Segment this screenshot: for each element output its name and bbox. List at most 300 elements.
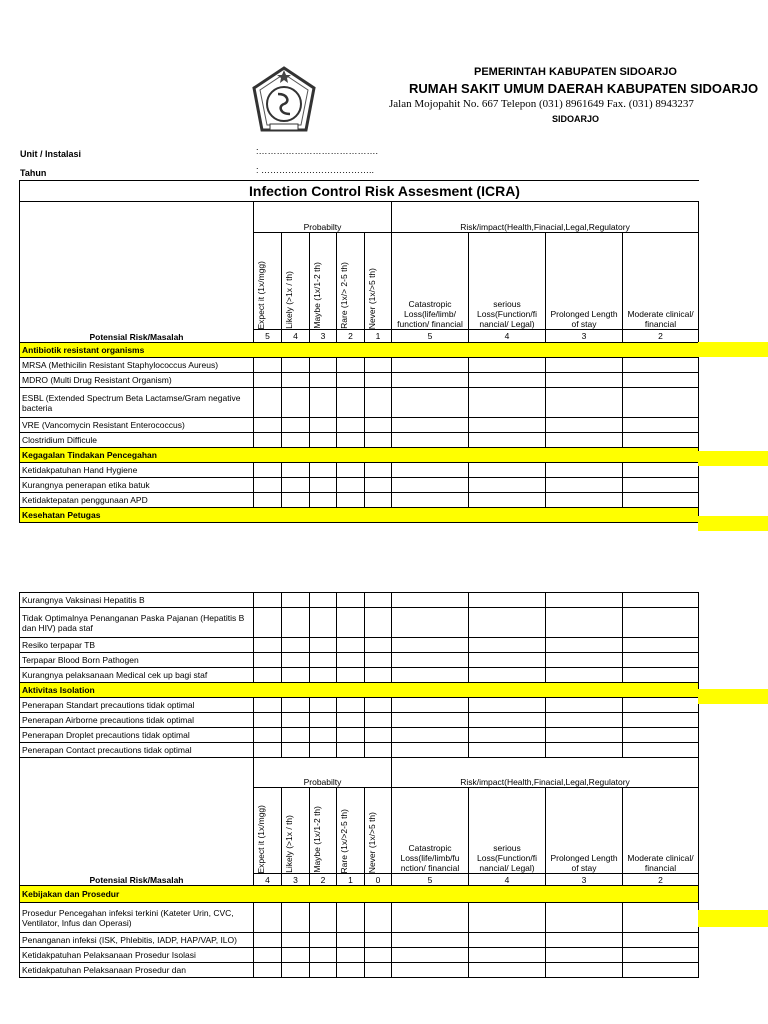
score-cell[interactable]: [392, 608, 469, 638]
score-cell[interactable]: [310, 698, 337, 713]
score-cell[interactable]: [469, 463, 546, 478]
score-cell[interactable]: [254, 478, 282, 493]
score-cell[interactable]: [392, 698, 469, 713]
score-cell[interactable]: [337, 593, 365, 608]
score-cell[interactable]: [282, 358, 310, 373]
score-cell[interactable]: [392, 433, 469, 448]
score-cell[interactable]: [365, 358, 392, 373]
prob-col-3-label: Maybe (1x/1-2 th): [312, 262, 322, 329]
icra-table-1: [19, 201, 699, 523]
score-cell[interactable]: [546, 638, 623, 653]
score-cell[interactable]: [254, 713, 282, 728]
risk-row-label: ESBL (Extended Spectrum Beta Lactamse/Gram negative bacteria: [20, 388, 254, 418]
score-cell[interactable]: [365, 743, 392, 758]
score-cell[interactable]: [392, 388, 469, 418]
risk-row: [20, 463, 699, 478]
score-cell[interactable]: [623, 463, 699, 478]
risk-row: [20, 418, 699, 433]
icra-table-2: [19, 592, 699, 978]
score-cell[interactable]: [469, 493, 546, 508]
title-box: [19, 180, 699, 202]
score-cell[interactable]: [623, 493, 699, 508]
score-cell[interactable]: [365, 388, 392, 418]
score-cell[interactable]: [469, 358, 546, 373]
prob-col-2: [282, 788, 310, 874]
section-title: Kebijakan dan Prosedur: [20, 886, 699, 903]
score-cell[interactable]: [310, 608, 337, 638]
section-header-row: [20, 886, 699, 903]
score-cell[interactable]: [469, 388, 546, 418]
score-cell[interactable]: [254, 728, 282, 743]
risk-row-label: Ketidaktepatan penggunaan APD: [20, 493, 254, 508]
risk-row: [20, 638, 699, 653]
risk-row: [20, 388, 699, 418]
risk-score: 2: [623, 330, 699, 343]
score-cell[interactable]: [623, 593, 699, 608]
risk-score: 2: [623, 874, 699, 886]
score-cell[interactable]: [623, 433, 699, 448]
risk-row: [20, 373, 699, 388]
prob-score: 1: [337, 874, 365, 886]
score-cell[interactable]: [392, 728, 469, 743]
risk-score: 3: [546, 330, 623, 343]
score-cell[interactable]: [546, 358, 623, 373]
score-cell[interactable]: [546, 463, 623, 478]
score-cell[interactable]: [254, 433, 282, 448]
score-cell[interactable]: [469, 668, 546, 683]
score-cell[interactable]: [282, 653, 310, 668]
score-cell[interactable]: [546, 593, 623, 608]
score-cell[interactable]: [337, 463, 365, 478]
score-cell[interactable]: [254, 593, 282, 608]
prob-score: 5: [254, 330, 282, 343]
score-cell[interactable]: [310, 903, 337, 933]
score-cell[interactable]: [282, 933, 310, 948]
score-cell[interactable]: [282, 668, 310, 683]
score-cell[interactable]: [469, 933, 546, 948]
score-cell[interactable]: [282, 433, 310, 448]
score-cell[interactable]: [310, 653, 337, 668]
score-cell[interactable]: [254, 963, 282, 978]
score-cell[interactable]: [337, 903, 365, 933]
score-cell[interactable]: [469, 728, 546, 743]
prob-score: 2: [310, 874, 337, 886]
risk-row: [20, 653, 699, 668]
prob-col-1-label: Expect it (1x/mgg): [256, 804, 266, 873]
score-cell[interactable]: [254, 358, 282, 373]
score-cell[interactable]: [469, 373, 546, 388]
score-cell[interactable]: [546, 713, 623, 728]
risk-row: [20, 713, 699, 728]
score-cell[interactable]: [310, 433, 337, 448]
score-cell[interactable]: [310, 743, 337, 758]
highlight-extension: [698, 516, 768, 531]
score-cell[interactable]: [392, 903, 469, 933]
score-cell[interactable]: [337, 668, 365, 683]
risk-row: [20, 493, 699, 508]
score-cell[interactable]: [365, 608, 392, 638]
score-cell[interactable]: [623, 743, 699, 758]
government-name: PEMERINTAH KABUPATEN SIDOARJO: [474, 66, 677, 78]
score-cell[interactable]: [282, 608, 310, 638]
score-cell[interactable]: [254, 668, 282, 683]
score-cell[interactable]: [392, 638, 469, 653]
score-cell[interactable]: [365, 593, 392, 608]
score-cell[interactable]: [282, 713, 310, 728]
risk-row-label: Terpapar Blood Born Pathogen: [20, 653, 254, 668]
probability-header: Probabilty: [254, 758, 392, 788]
hospital-city: SIDOARJO: [552, 114, 600, 124]
score-cell[interactable]: [282, 903, 310, 933]
score-cell[interactable]: [254, 388, 282, 418]
risk-row-label: Prosedur Pencegahan infeksi terkini (Kateter Urin, CVC, Ventilator, Infus dan Operasi): [20, 903, 254, 933]
score-cell[interactable]: [365, 903, 392, 933]
score-cell[interactable]: [546, 418, 623, 433]
score-cell[interactable]: [365, 478, 392, 493]
tahun-field[interactable]: : ………………………………..: [256, 165, 375, 175]
risk-row: [20, 358, 699, 373]
score-cell[interactable]: [623, 963, 699, 978]
score-cell[interactable]: [469, 593, 546, 608]
score-cell[interactable]: [392, 948, 469, 963]
score-cell[interactable]: [282, 388, 310, 418]
score-cell[interactable]: [337, 698, 365, 713]
score-cell[interactable]: [310, 668, 337, 683]
score-cell[interactable]: [337, 728, 365, 743]
potensial-label: Potensial Risk/Masalah: [89, 332, 184, 342]
score-cell[interactable]: [254, 903, 282, 933]
score-cell[interactable]: [365, 713, 392, 728]
risk-score: 3: [546, 874, 623, 886]
risk-row: [20, 903, 699, 933]
risk-col-4: Moderate clinical/ financial: [623, 233, 699, 330]
risk-row-label: Ketidakpatuhan Hand Hygiene: [20, 463, 254, 478]
risk-col-1: Catastropic Loss(life/limb/fu nction/ financial: [392, 788, 469, 874]
score-cell[interactable]: [392, 668, 469, 683]
score-cell[interactable]: [469, 903, 546, 933]
score-cell[interactable]: [623, 948, 699, 963]
score-cell[interactable]: [282, 743, 310, 758]
score-cell[interactable]: [546, 373, 623, 388]
score-cell[interactable]: [337, 653, 365, 668]
score-cell[interactable]: [310, 478, 337, 493]
prob-col-5: [365, 788, 392, 874]
score-cell[interactable]: [310, 358, 337, 373]
risk-score: 4: [469, 874, 546, 886]
score-cell[interactable]: [392, 478, 469, 493]
score-cell[interactable]: [337, 418, 365, 433]
prob-col-3-label: Maybe (1x/1-2 th): [312, 806, 322, 873]
score-cell[interactable]: [623, 638, 699, 653]
score-cell[interactable]: [310, 963, 337, 978]
risk-row-label: Clostridium Difficule: [20, 433, 254, 448]
score-cell[interactable]: [282, 463, 310, 478]
risk-row-label: Penerapan Standart precautions tidak optimal: [20, 698, 254, 713]
score-cell[interactable]: [254, 638, 282, 653]
score-cell[interactable]: [310, 728, 337, 743]
score-cell[interactable]: [546, 653, 623, 668]
prob-col-4: [337, 233, 365, 330]
score-cell[interactable]: [546, 963, 623, 978]
risk-row: [20, 478, 699, 493]
section-header-row: [20, 683, 699, 698]
score-cell[interactable]: [254, 948, 282, 963]
score-cell[interactable]: [546, 698, 623, 713]
score-cell[interactable]: [469, 963, 546, 978]
score-cell[interactable]: [469, 743, 546, 758]
section-header-row: [20, 343, 699, 358]
prob-score: 3: [310, 330, 337, 343]
potensial-header: [20, 202, 254, 343]
score-cell[interactable]: [469, 608, 546, 638]
risk-row: [20, 933, 699, 948]
score-cell[interactable]: [254, 463, 282, 478]
prob-col-1: [254, 233, 282, 330]
score-cell[interactable]: [310, 373, 337, 388]
risk-row-label: MDRO (Multi Drug Resistant Organism): [20, 373, 254, 388]
score-cell[interactable]: [365, 418, 392, 433]
risk-col-2: serious Loss(Function/fi nancial/ Legal): [469, 233, 546, 330]
score-cell[interactable]: [392, 373, 469, 388]
risk-col-4: Moderate clinical/ financial: [623, 788, 699, 874]
prob-col-5-label: Never (1x/>5 th): [367, 811, 377, 873]
prob-col-1: [254, 788, 282, 874]
score-cell[interactable]: [623, 668, 699, 683]
score-cell[interactable]: [310, 388, 337, 418]
score-cell[interactable]: [254, 493, 282, 508]
risk-row-label: VRE (Vancomycin Resistant Enterococcus): [20, 418, 254, 433]
risk-row-label: MRSA (Methicilin Resistant Staphylococcus Aureus): [20, 358, 254, 373]
score-cell[interactable]: [623, 698, 699, 713]
prob-score: 2: [337, 330, 365, 343]
hospital-name: RUMAH SAKIT UMUM DAERAH KABUPATEN SIDOARJO: [409, 81, 759, 96]
risk-row: [20, 743, 699, 758]
prob-col-2-label: Likely (>1x / th): [284, 271, 294, 329]
score-cell[interactable]: [337, 373, 365, 388]
score-cell[interactable]: [310, 713, 337, 728]
score-cell[interactable]: [365, 373, 392, 388]
score-cell[interactable]: [623, 418, 699, 433]
score-cell[interactable]: [546, 388, 623, 418]
score-cell[interactable]: [623, 388, 699, 418]
score-cell[interactable]: [392, 593, 469, 608]
score-cell[interactable]: [310, 463, 337, 478]
score-cell[interactable]: [623, 653, 699, 668]
score-cell[interactable]: [546, 743, 623, 758]
score-cell[interactable]: [623, 933, 699, 948]
score-cell[interactable]: [254, 653, 282, 668]
score-cell[interactable]: [365, 728, 392, 743]
score-cell[interactable]: [337, 493, 365, 508]
risk-row: [20, 728, 699, 743]
prob-score: 4: [282, 330, 310, 343]
section-title: Aktivitas Isolation: [20, 683, 699, 698]
score-cell[interactable]: [365, 638, 392, 653]
prob-col-4-label: Rare (1x/>2-5 th): [339, 808, 349, 873]
score-cell[interactable]: [469, 478, 546, 493]
score-cell[interactable]: [254, 933, 282, 948]
score-cell[interactable]: [469, 948, 546, 963]
score-cell[interactable]: [392, 743, 469, 758]
risk-col-3: Prolonged Length of stay: [546, 233, 623, 330]
score-cell[interactable]: [392, 493, 469, 508]
risk-row: [20, 593, 699, 608]
score-cell[interactable]: [254, 608, 282, 638]
section-title: Kesehatan Petugas: [20, 508, 699, 523]
score-cell[interactable]: [546, 493, 623, 508]
risk-row-label: Kurangnya pelaksanaan Medical cek up bagi staf: [20, 668, 254, 683]
score-cell[interactable]: [282, 493, 310, 508]
score-cell[interactable]: [282, 478, 310, 493]
score-cell[interactable]: [469, 638, 546, 653]
unit-field[interactable]: :………………………………….: [256, 146, 379, 156]
prob-col-3: [310, 788, 337, 874]
score-cell[interactable]: [337, 948, 365, 963]
risk-row: [20, 698, 699, 713]
risk-row-label: Kurangnya penerapan etika batuk: [20, 478, 254, 493]
score-cell[interactable]: [337, 933, 365, 948]
risk-row: [20, 948, 699, 963]
risk-row-label: Penanganan infeksi (ISK, Phlebitis, IADP, HAP/VAP, ILO): [20, 933, 254, 948]
score-cell[interactable]: [365, 493, 392, 508]
risk-row-label: Tidak Optimalnya Penanganan Paska Pajanan (Hepatitis B dan HIV) pada staf: [20, 608, 254, 638]
risk-row-label: Penerapan Contact precautions tidak optimal: [20, 743, 254, 758]
score-cell[interactable]: [469, 713, 546, 728]
potensial-header: [20, 758, 254, 886]
score-cell[interactable]: [623, 728, 699, 743]
prob-score: 1: [365, 330, 392, 343]
score-cell[interactable]: [310, 933, 337, 948]
score-cell[interactable]: [546, 608, 623, 638]
score-cell[interactable]: [282, 373, 310, 388]
score-cell[interactable]: [392, 358, 469, 373]
score-cell[interactable]: [365, 653, 392, 668]
risk-score: 5: [392, 874, 469, 886]
risk-row: [20, 433, 699, 448]
highlight-extension: [698, 342, 768, 357]
score-cell[interactable]: [546, 728, 623, 743]
prob-col-5-label: Never (1x/>5 th): [367, 267, 377, 329]
risk-row: [20, 608, 699, 638]
prob-score: 4: [254, 874, 282, 886]
score-cell[interactable]: [546, 903, 623, 933]
prob-col-4: [337, 788, 365, 874]
score-cell[interactable]: [310, 493, 337, 508]
score-cell[interactable]: [337, 713, 365, 728]
score-cell[interactable]: [469, 418, 546, 433]
score-cell[interactable]: [365, 698, 392, 713]
score-cell[interactable]: [623, 903, 699, 933]
prob-col-3: [310, 233, 337, 330]
risk-row-label: Resiko terpapar TB: [20, 638, 254, 653]
prob-score: 3: [282, 874, 310, 886]
score-cell[interactable]: [282, 963, 310, 978]
risk-header: Risk/impact(Health,Finacial,Legal,Regulatory: [392, 202, 699, 233]
score-cell[interactable]: [310, 948, 337, 963]
score-cell[interactable]: [469, 653, 546, 668]
score-cell[interactable]: [546, 668, 623, 683]
prob-col-2-label: Likely (>1x / th): [284, 815, 294, 873]
hospital-address: Jalan Mojopahit No. 667 Telepon (031) 8961649 Fax. (031) 8943237: [389, 98, 694, 110]
score-cell[interactable]: [546, 478, 623, 493]
score-cell[interactable]: [310, 638, 337, 653]
score-cell[interactable]: [337, 358, 365, 373]
prob-score: 0: [365, 874, 392, 886]
score-cell[interactable]: [254, 418, 282, 433]
score-cell[interactable]: [282, 728, 310, 743]
prob-col-4-label: Rare (1x/> 2-5 th): [339, 262, 349, 329]
prob-col-5: [365, 233, 392, 330]
score-cell[interactable]: [623, 713, 699, 728]
score-cell[interactable]: [365, 933, 392, 948]
risk-header: Risk/impact(Health,Finacial,Legal,Regulatory: [392, 758, 699, 788]
score-cell[interactable]: [365, 948, 392, 963]
section-title: Antibiotik resistant organisms: [20, 343, 699, 358]
score-cell[interactable]: [365, 668, 392, 683]
score-cell[interactable]: [546, 948, 623, 963]
score-cell[interactable]: [337, 478, 365, 493]
score-cell[interactable]: [254, 373, 282, 388]
score-cell[interactable]: [282, 593, 310, 608]
risk-row-label: Ketidakpatuhan Pelaksanaan Prosedur Isolasi: [20, 948, 254, 963]
section-header-row: [20, 448, 699, 463]
score-cell[interactable]: [469, 698, 546, 713]
score-cell[interactable]: [392, 963, 469, 978]
score-cell[interactable]: [282, 418, 310, 433]
score-cell[interactable]: [623, 373, 699, 388]
highlight-extension: [698, 910, 768, 927]
score-cell[interactable]: [392, 418, 469, 433]
score-cell[interactable]: [392, 713, 469, 728]
score-cell[interactable]: [392, 933, 469, 948]
highlight-extension: [698, 689, 768, 704]
potensial-label: Potensial Risk/Masalah: [89, 875, 184, 885]
risk-row: [20, 668, 699, 683]
unit-label: Unit / Instalasi: [20, 149, 82, 159]
score-cell[interactable]: [254, 698, 282, 713]
score-cell[interactable]: [365, 433, 392, 448]
score-cell[interactable]: [392, 653, 469, 668]
score-cell[interactable]: [546, 933, 623, 948]
score-cell[interactable]: [337, 638, 365, 653]
score-cell[interactable]: [282, 698, 310, 713]
risk-row: [20, 963, 699, 978]
risk-col-3: Prolonged Length of stay: [546, 788, 623, 874]
risk-row-label: Penerapan Airborne precautions tidak optimal: [20, 713, 254, 728]
score-cell[interactable]: [337, 743, 365, 758]
score-cell[interactable]: [365, 463, 392, 478]
score-cell[interactable]: [469, 433, 546, 448]
score-cell[interactable]: [282, 948, 310, 963]
score-cell[interactable]: [337, 433, 365, 448]
score-cell[interactable]: [254, 743, 282, 758]
score-cell[interactable]: [623, 478, 699, 493]
score-cell[interactable]: [546, 433, 623, 448]
score-cell[interactable]: [282, 638, 310, 653]
score-cell[interactable]: [337, 608, 365, 638]
score-cell[interactable]: [392, 463, 469, 478]
tahun-label: Tahun: [20, 168, 47, 178]
prob-col-2: [282, 233, 310, 330]
score-cell[interactable]: [365, 963, 392, 978]
score-cell[interactable]: [337, 388, 365, 418]
score-cell[interactable]: [337, 963, 365, 978]
score-cell[interactable]: [310, 418, 337, 433]
risk-row-label: Penerapan Droplet precautions tidak optimal: [20, 728, 254, 743]
score-cell[interactable]: [623, 358, 699, 373]
score-cell[interactable]: [623, 608, 699, 638]
score-cell[interactable]: [310, 593, 337, 608]
